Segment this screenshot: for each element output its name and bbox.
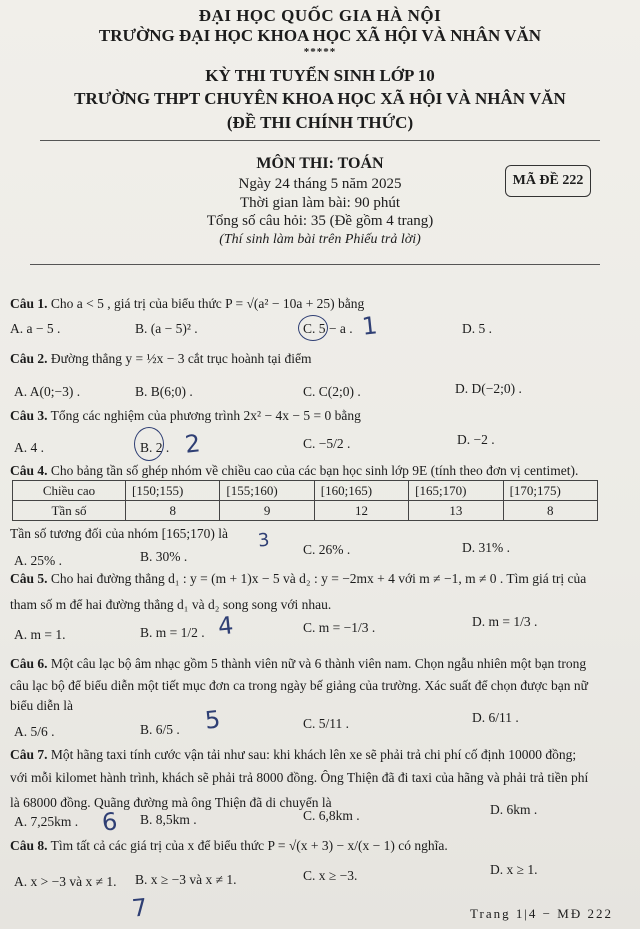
q2-option-c: C. C(2;0) . [303, 384, 361, 399]
q6-option-a: A. 5/6 . [14, 724, 55, 739]
handwritten-note: 7 [130, 893, 149, 923]
q6-option-c: C. 5/11 . [303, 716, 350, 731]
exam-duration: Thời gian làm bài: 90 phút [240, 195, 400, 211]
info-divider [30, 264, 600, 265]
question-6-continued: câu lạc bộ để biểu diễn một tiết mục đơn ca trong ngày bế giảng của trường. Xác suất để chọn được bạn nữ [10, 678, 588, 693]
frequency-table [12, 480, 598, 521]
table-cell: [170;175) [503, 481, 597, 501]
q3-option-d: D. −2 . [457, 432, 495, 447]
table-cell: 8 [126, 501, 220, 521]
q1-option-a: A. a − 5 . [10, 321, 61, 336]
table-cell: [160;165) [314, 481, 408, 501]
q1-option-b: B. (a − 5)² . [135, 321, 198, 336]
table-cell: 9 [220, 501, 314, 521]
answer-circle [298, 315, 328, 341]
q8-option-c: C. x ≥ −3. [303, 868, 358, 883]
table-header: Chiều cao [13, 481, 126, 501]
handwritten-note: 1 [360, 311, 379, 341]
table-row [13, 501, 598, 521]
question-4: Câu 4. Cho bảng tần số ghép nhóm về chiều cao của các bạn học sinh lớp 9E (tính theo đơn vị centimet). [10, 463, 579, 478]
q4-option-c: C. 26% . [303, 542, 351, 557]
q2-option-a: A. A(0;−3) . [14, 384, 81, 399]
question-8: Câu 8. Tìm tất cả các giá trị của x để biểu thức P = √(x + 3) − x/(x − 1) có nghĩa. [10, 838, 448, 853]
handwritten-note: 5 [203, 705, 222, 735]
question-7-continued-2: là 68000 đồng. Quãng đường mà ông Thiện đã di chuyển là [10, 795, 332, 810]
q1-option-c: C. 5 − a . [303, 321, 353, 336]
handwritten-note: 2 [183, 429, 202, 459]
page-footer: Trang 1|4 − MĐ 222 [470, 906, 613, 921]
subject-title: MÔN THI: TOÁN [256, 155, 384, 172]
handwritten-note: 4 [216, 611, 235, 641]
q4-option-a: A. 25% . [14, 553, 62, 568]
question-2: Câu 2. Đường thẳng y = ½x − 3 cắt trục hoành tại điểm [10, 351, 312, 366]
table-header: Tần số [13, 501, 126, 521]
official-note: (ĐỀ THI CHÍNH THỨC) [226, 113, 414, 132]
exam-code-box: MÃ ĐỀ 222 [505, 165, 591, 197]
q8-option-b: B. x ≥ −3 và x ≠ 1. [135, 872, 237, 887]
answer-circle [134, 427, 164, 461]
q5-option-c: C. m = −1/3 . [303, 620, 376, 635]
stars-divider: ***** [303, 46, 337, 58]
university-name: ĐẠI HỌC QUỐC GIA HÀ NỘI [198, 6, 442, 25]
table-row [13, 481, 598, 501]
q7-option-b: B. 8,5km . [140, 812, 197, 827]
table-cell: [165;170) [409, 481, 503, 501]
q7-option-c: C. 6,8km . [303, 808, 360, 823]
table-cell: [155;160) [220, 481, 314, 501]
handwritten-note: 3 [256, 529, 271, 552]
table-cell: [150;155) [126, 481, 220, 501]
q4-option-b: B. 30% . [140, 549, 188, 564]
q5-option-d: D. m = 1/3 . [472, 614, 538, 629]
q5-option-b: B. m = 1/2 . [140, 625, 205, 640]
table-cell: 13 [409, 501, 503, 521]
handwritten-note: 6 [100, 807, 119, 837]
q6-option-d: D. 6/11 . [472, 710, 519, 725]
q2-option-b: B. B(6;0) . [135, 384, 193, 399]
q1-option-d: D. 5 . [462, 321, 492, 336]
question-4-prompt: Tần số tương đối của nhóm [165;170) là [10, 526, 229, 541]
q3-option-b: B. 2 . [140, 440, 170, 455]
q8-option-d: D. x ≥ 1. [490, 862, 538, 877]
q3-option-c: C. −5/2 . [303, 436, 351, 451]
question-3: Câu 3. Tổng các nghiệm của phương trình 2x² − 4x − 5 = 0 bằng [10, 408, 361, 423]
q7-option-d: D. 6km . [490, 802, 538, 817]
question-5-continued: tham số m để hai đường thẳng d₁ và d₂ song song với nhau. [10, 597, 332, 612]
table-cell: 8 [503, 501, 597, 521]
q5-option-a: A. m = 1. [14, 627, 66, 642]
table-cell: 12 [314, 501, 408, 521]
q6-option-b: B. 6/5 . [140, 722, 180, 737]
school-name: TRƯỜNG ĐẠI HỌC KHOA HỌC XÃ HỘI VÀ NHÂN VĂN [98, 26, 542, 45]
q3-option-a: A. 4 . [14, 440, 44, 455]
target-school: TRƯỜNG THPT CHUYÊN KHOA HỌC XÃ HỘI VÀ NHÂN VĂN [74, 89, 566, 108]
q7-option-a: A. 7,25km . [14, 814, 79, 829]
answer-sheet-note: (Thí sinh làm bài trên Phiếu trả lời) [219, 232, 421, 247]
header-divider [40, 140, 600, 141]
question-7: Câu 7. Một hãng taxi tính cước vận tải như sau: khi khách lên xe sẽ phải trả chi phí cố định 10000 đồng; [10, 747, 577, 762]
q8-option-a: A. x > −3 và x ≠ 1. [14, 874, 117, 889]
question-6: Câu 6. Một câu lạc bộ âm nhạc gồm 5 thành viên nữ và 6 thành viên nam. Chọn ngẫu nhiên một bạn trong [10, 656, 587, 671]
question-1: Câu 1. Cho a < 5 , giá trị của biểu thức P = √(a² − 10a + 25) bằng [10, 296, 365, 311]
question-5: Câu 5. Cho hai đường thẳng d₁ : y = (m + 1)x − 5 và d₂ : y = −2mx + 4 với m ≠ −1, m ≠ 0 . Tìm giá trị của [10, 571, 587, 586]
exam-title: KỲ THI TUYỂN SINH LỚP 10 [205, 66, 435, 85]
exam-date: Ngày 24 tháng 5 năm 2025 [238, 176, 402, 192]
q4-option-d: D. 31% . [462, 540, 510, 555]
question-6-continued-2: biểu diễn là [10, 698, 73, 713]
question-7-continued: với mỗi kilomet hành trình, khách sẽ phải trả 8000 đồng. Ông Thiện đã đi taxi của hãng và phải trả tiền phí [10, 770, 589, 785]
question-count: Tổng số câu hỏi: 35 (Đề gồm 4 trang) [206, 213, 434, 229]
q2-option-d: D. D(−2;0) . [455, 381, 522, 396]
